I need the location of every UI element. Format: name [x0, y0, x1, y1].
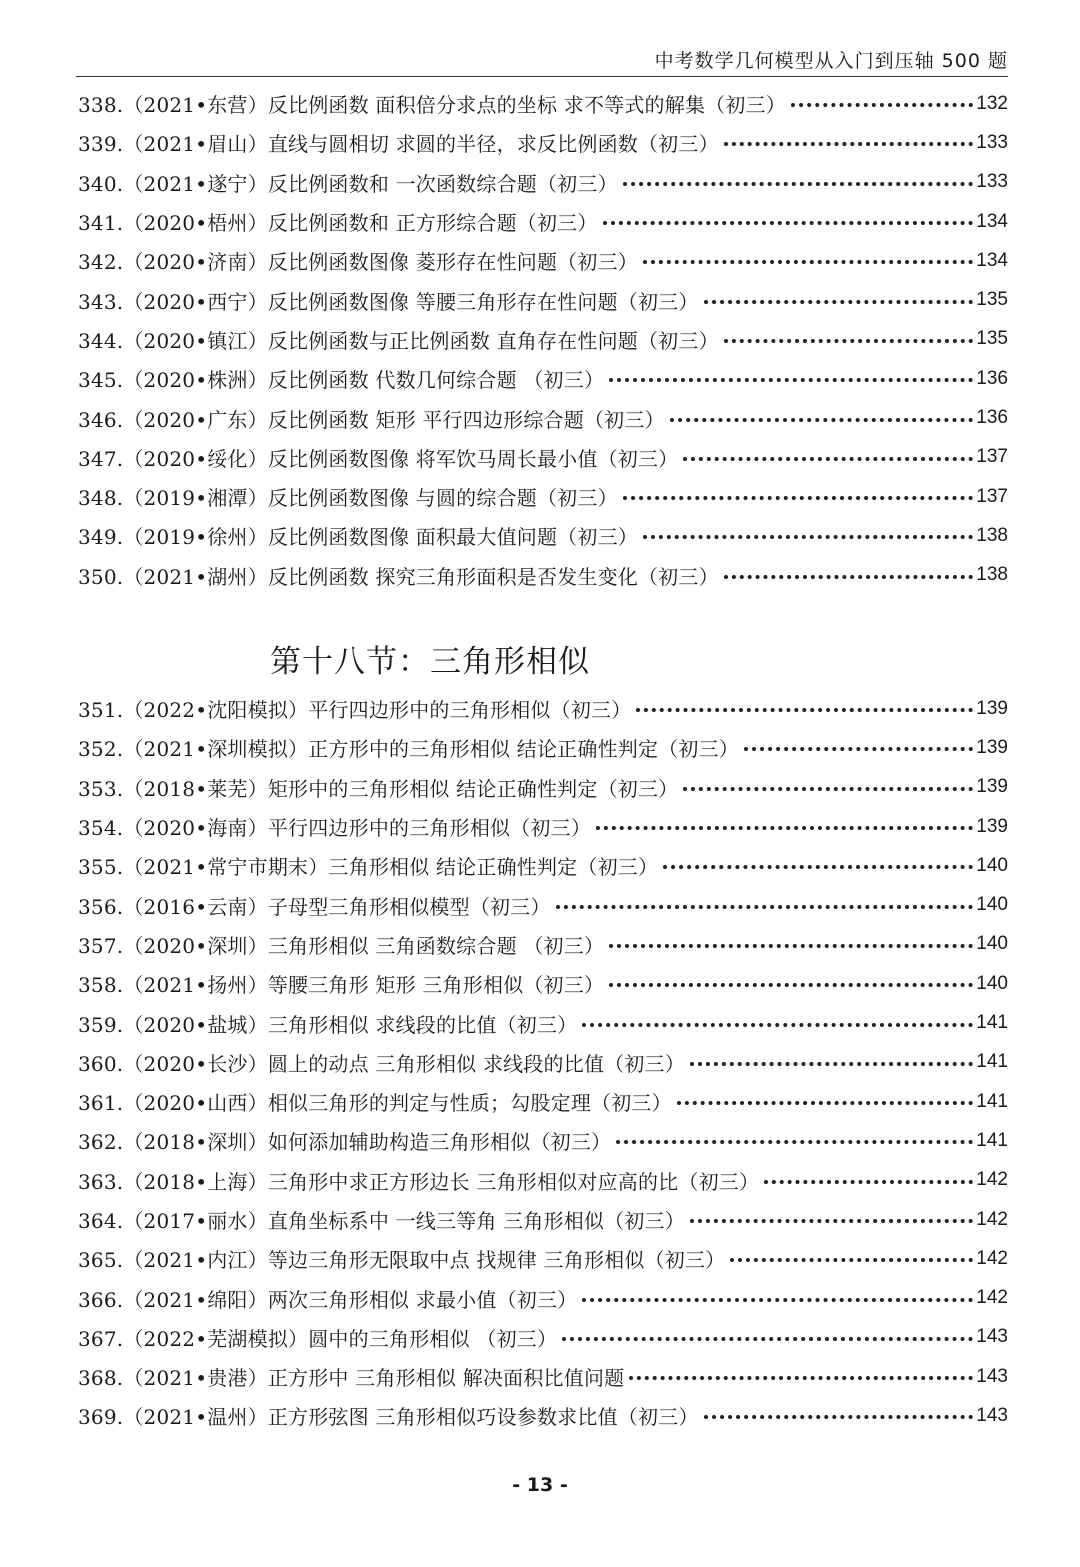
- dot-leader: [683, 787, 973, 791]
- toc-entry-page: 136: [976, 407, 1008, 429]
- toc-entry-page: 141: [976, 1129, 1008, 1151]
- toc-entry-page: 141: [976, 1090, 1008, 1112]
- toc-entry-page: 139: [976, 697, 1008, 719]
- toc-entry-349: [78, 516, 1008, 555]
- toc-entry-title: 368.（2021•贵港）正方形中 三角形相似 解决面积比值问题: [78, 1366, 625, 1391]
- dot-leader: [623, 496, 973, 500]
- toc-entry-title: 365.（2021•内江）等边三角形无限取中点 找规律 三角形相似（初三）: [78, 1248, 726, 1273]
- toc-entry-page: 140: [976, 933, 1008, 955]
- toc-entry-title: 366.（2021•绵阳）两次三角形相似 求最小值（初三）: [78, 1287, 578, 1312]
- toc-entry-title: 348.（2019•湘潭）反比例函数图像 与圆的综合题（初三）: [78, 486, 618, 511]
- toc-entry-353: [78, 768, 1008, 807]
- dot-leader: [690, 1062, 973, 1066]
- toc-entry-title: 342.（2020•济南）反比例函数图像 菱形存在性问题（初三）: [78, 250, 638, 275]
- toc-entry-page: 139: [976, 736, 1008, 758]
- toc-entry-title: 343.（2020•西宁）反比例函数图像 等腰三角形存在性问题（初三）: [78, 289, 699, 314]
- dot-leader: [643, 260, 973, 264]
- toc-entry-351: [78, 689, 1008, 728]
- dot-leader: [704, 300, 973, 304]
- toc-entry-362: [78, 1121, 1008, 1160]
- toc-entry-369: [78, 1396, 1008, 1435]
- header-divider: [76, 76, 1008, 77]
- toc-entry-title: 351.（2022•沈阳模拟）平行四边形中的三角形相似（初三）: [78, 698, 632, 723]
- toc-entry-page: 142: [976, 1208, 1008, 1230]
- toc-entry-page: 137: [976, 446, 1008, 468]
- toc-entry-page: 143: [976, 1365, 1008, 1387]
- dot-leader: [636, 708, 973, 712]
- toc-entry-343: [78, 280, 1008, 319]
- toc-entry-page: 133: [976, 131, 1008, 153]
- toc-entry-page: 141: [976, 1012, 1008, 1034]
- toc-entry-365: [78, 1239, 1008, 1278]
- dot-leader: [609, 944, 973, 948]
- toc-entry-title: 369.（2021•温州）正方形弦图 三角形相似巧设参数求比值（初三）: [78, 1405, 699, 1430]
- dot-leader: [556, 905, 973, 909]
- toc-entry-page: 132: [976, 92, 1008, 114]
- dot-leader: [663, 865, 973, 869]
- toc-entry-357: [78, 925, 1008, 964]
- toc-entry-title: 350.（2021•湖州）反比例函数 探究三角形面积是否发生变化（初三）: [78, 564, 719, 589]
- toc-entry-page: 139: [976, 776, 1008, 798]
- dot-leader: [724, 575, 973, 579]
- toc-entry-title: 344.（2020•镇江）反比例函数与正比例函数 直角存在性问题（初三）: [78, 328, 719, 353]
- toc-entry-356: [78, 885, 1008, 924]
- toc-entry-page: 134: [976, 210, 1008, 232]
- toc-entry-360: [78, 1043, 1008, 1082]
- toc-entry-page: 135: [976, 328, 1008, 350]
- toc-entry-page: 136: [976, 367, 1008, 389]
- toc-entry-title: 357.（2020•深圳）三角形相似 三角函数综合题 （初三）: [78, 933, 605, 958]
- toc-entry-366: [78, 1278, 1008, 1317]
- dot-leader: [616, 1140, 973, 1144]
- toc-entry-title: 341.（2020•梧州）反比例函数和 正方形综合题（初三）: [78, 211, 598, 236]
- toc-entry-title: 367.（2022•芜湖模拟）圆中的三角形相似 （初三）: [78, 1326, 558, 1351]
- dot-leader: [724, 142, 973, 146]
- toc-entry-354: [78, 807, 1008, 846]
- dot-leader: [744, 747, 973, 751]
- dot-leader: [582, 1023, 973, 1027]
- toc-entry-page: 143: [976, 1404, 1008, 1426]
- toc-entry-358: [78, 964, 1008, 1003]
- toc-entry-title: 347.（2020•绥化）反比例函数图像 将军饮马周长最小值（初三）: [78, 446, 679, 471]
- toc-entry-title: 364.（2017•丽水）直角坐标系中 一线三等角 三角形相似（初三）: [78, 1209, 685, 1233]
- toc-entry-title: 345.（2020•株洲）反比例函数 代数几何综合题 （初三）: [78, 368, 605, 393]
- toc-entry-359: [78, 1003, 1008, 1042]
- dot-leader: [677, 1101, 973, 1105]
- toc-entry-page: 140: [976, 854, 1008, 876]
- toc-entry-title: 338.（2021•东营）反比例函数 面积倍分求点的坐标 求不等式的解集（初三）: [78, 93, 786, 118]
- dot-leader: [724, 339, 973, 343]
- toc-entry-page: 140: [976, 972, 1008, 994]
- dot-leader: [609, 378, 973, 382]
- dot-leader: [704, 1415, 973, 1419]
- toc-entry-page: 138: [976, 564, 1008, 586]
- toc-entry-page: 134: [976, 249, 1008, 271]
- toc-entry-339: [78, 123, 1008, 162]
- toc-entry-page: 141: [976, 1051, 1008, 1073]
- toc-entry-344: [78, 320, 1008, 359]
- toc-entry-367: [78, 1318, 1008, 1357]
- toc-entry-352: [78, 728, 1008, 767]
- toc-entry-348: [78, 477, 1008, 516]
- toc-entry-355: [78, 846, 1008, 885]
- toc-entry-page: 135: [976, 289, 1008, 311]
- toc-entry-364: [78, 1200, 1008, 1239]
- toc-entry-title: 359.（2020•盐城）三角形相似 求线段的比值（初三）: [78, 1012, 578, 1037]
- toc-entry-title: 358.（2021•扬州）等腰三角形 矩形 三角形相似（初三）: [78, 973, 605, 998]
- toc-entry-title: 353.（2018•莱芜）矩形中的三角形相似 结论正确性判定（初三）: [78, 776, 679, 801]
- dot-leader: [603, 221, 973, 225]
- toc-entry-page: 142: [976, 1287, 1008, 1309]
- toc-entry-346: [78, 398, 1008, 437]
- toc-entry-title: 362.（2018•深圳）如何添加辅助构造三角形相似（初三）: [78, 1130, 612, 1155]
- toc-entry-title: 361.（2020•山西）相似三角形的判定与性质；勾股定理（初三）: [78, 1091, 672, 1116]
- toc-entry-title: 360.（2020•长沙）圆上的动点 三角形相似 求线段的比值（初三）: [78, 1051, 685, 1076]
- toc-entry-368: [78, 1357, 1008, 1396]
- toc-entry-title: 354.（2020•海南）平行四边形中的三角形相似（初三）: [78, 816, 592, 841]
- toc-entry-page: 138: [976, 524, 1008, 546]
- section-heading: 第十八节：三角形相似: [270, 644, 590, 680]
- dot-leader: [690, 1219, 973, 1223]
- toc-entry-page: 142: [976, 1247, 1008, 1269]
- toc-entry-title: 356.（2016•云南）子母型三角形相似模型（初三）: [78, 894, 551, 919]
- toc-entry-page: 137: [976, 485, 1008, 507]
- dot-leader: [791, 103, 973, 107]
- toc-entry-338: [78, 84, 1008, 123]
- dot-leader: [643, 535, 973, 539]
- dot-leader: [683, 457, 973, 461]
- dot-leader: [629, 1376, 973, 1380]
- toc-entry-361: [78, 1082, 1008, 1121]
- toc-entry-title: 346.（2020•广东）反比例函数 矩形 平行四边形综合题（初三）: [78, 407, 665, 432]
- toc-entry-363: [78, 1161, 1008, 1200]
- toc-entry-350: [78, 556, 1008, 595]
- toc-entry-title: 340.（2021•遂宁）反比例函数和 一次函数综合题（初三）: [78, 171, 618, 196]
- toc-list-top: [78, 84, 1008, 595]
- toc-entry-page: 143: [976, 1326, 1008, 1348]
- toc-entry-page: 140: [976, 894, 1008, 916]
- dot-leader: [582, 1298, 973, 1302]
- dot-leader: [596, 826, 973, 830]
- dot-leader: [609, 983, 973, 987]
- toc-entry-page: 142: [976, 1169, 1008, 1191]
- dot-leader: [764, 1180, 973, 1184]
- toc-entry-title: 352.（2021•深圳模拟）正方形中的三角形相似 结论正确性判定（初三）: [78, 737, 739, 762]
- toc-entry-342: [78, 241, 1008, 280]
- toc-entry-title: 349.（2019•徐州）反比例函数图像 面积最大值问题（初三）: [78, 525, 638, 550]
- dot-leader: [670, 418, 973, 422]
- toc-entry-page: 133: [976, 171, 1008, 193]
- toc-entry-345: [78, 359, 1008, 398]
- toc-entry-title: 339.（2021•眉山）直线与圆相切 求圆的半径，求反比例函数（初三）: [78, 132, 719, 157]
- toc-entry-340: [78, 163, 1008, 202]
- page-number: - 13 -: [512, 1474, 568, 1496]
- dot-leader: [562, 1337, 973, 1341]
- dot-leader: [730, 1258, 973, 1262]
- toc-entry-title: 355.（2021•常宁市期末）三角形相似 结论正确性判定（初三）: [78, 855, 659, 880]
- toc-list-section: [78, 689, 1008, 1436]
- toc-entry-title: 363.（2018•上海）三角形中求正方形边长 三角形相似对应高的比（初三）: [78, 1169, 760, 1194]
- toc-entry-page: 139: [976, 815, 1008, 837]
- toc-entry-341: [78, 202, 1008, 241]
- book-title: 中考数学几何模型从入门到压轴 500 题: [654, 50, 1008, 72]
- toc-entry-347: [78, 438, 1008, 477]
- dot-leader: [623, 182, 973, 186]
